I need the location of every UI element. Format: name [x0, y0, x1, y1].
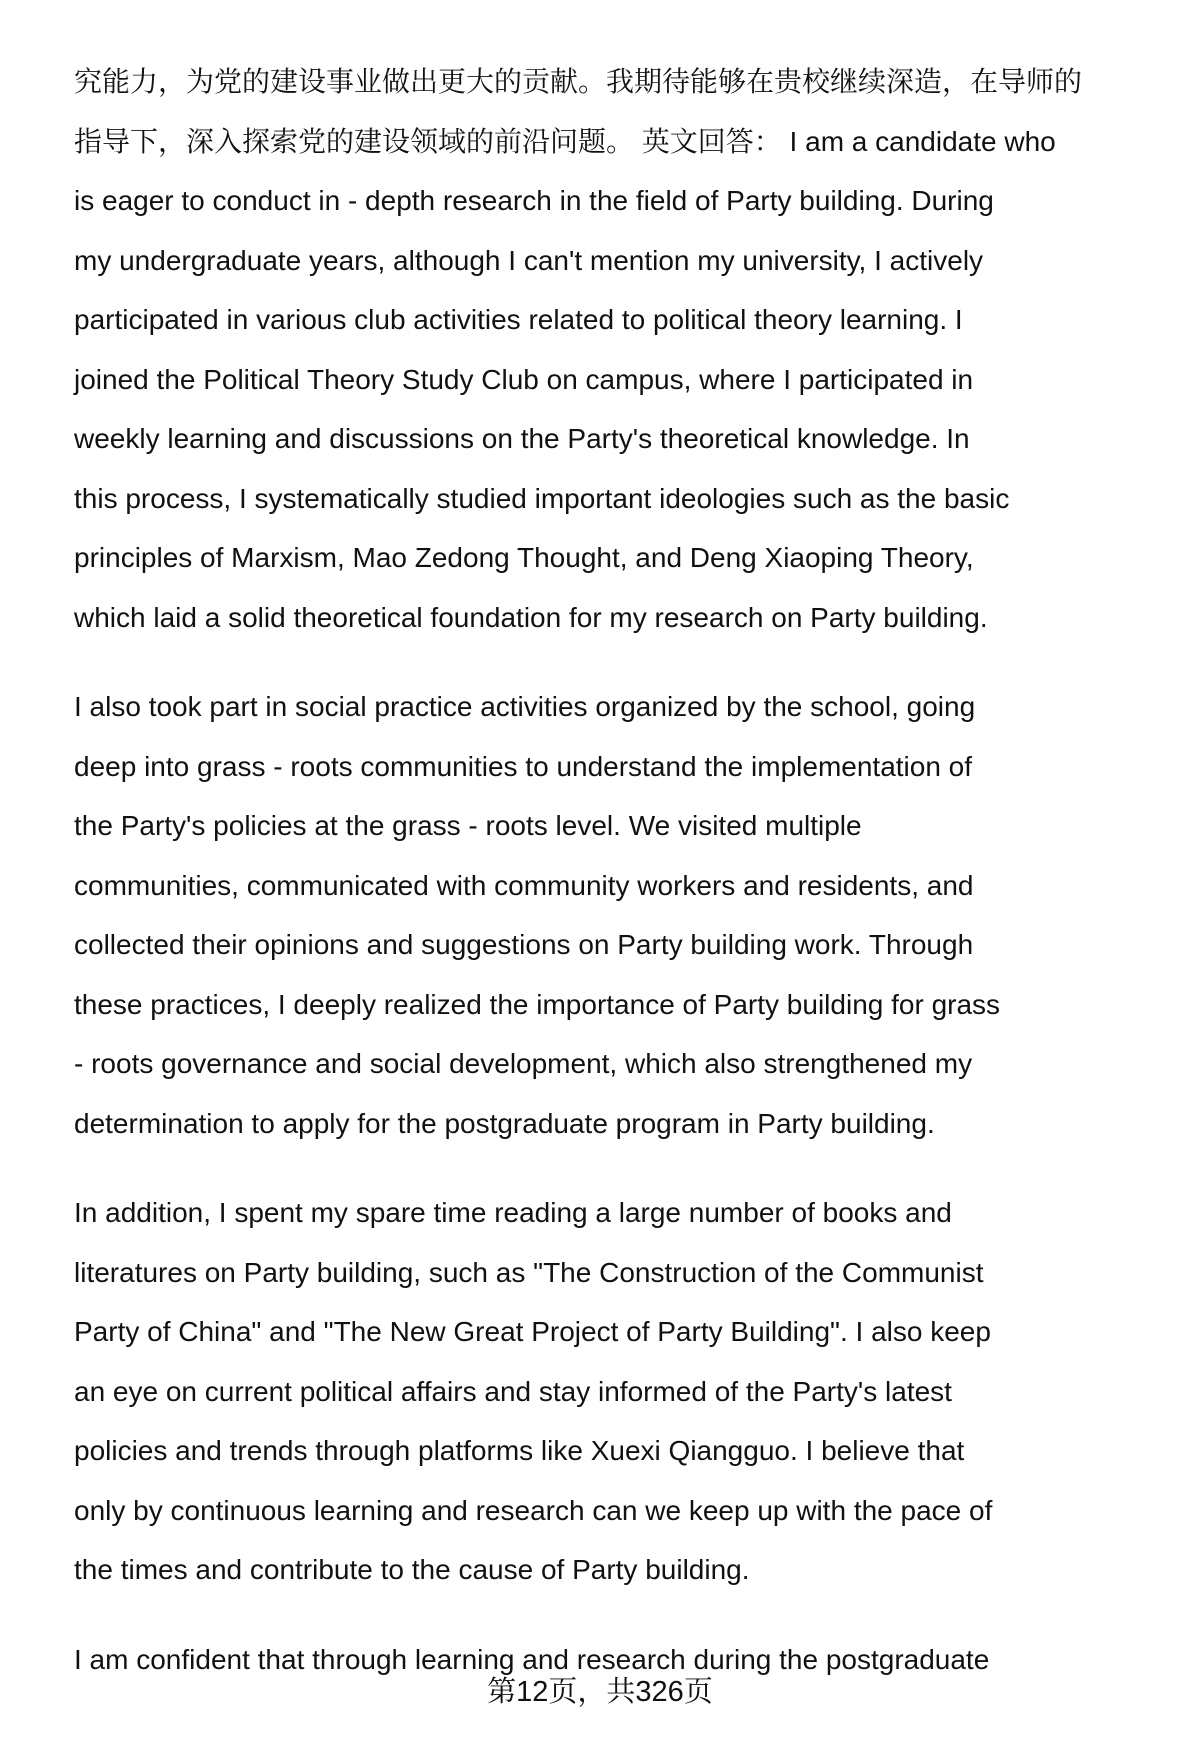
- text-line: Party of China" and "The New Great Project of Party Building". I also keep: [74, 1316, 991, 1347]
- text-line: determination to apply for the postgraduate program in Party building.: [74, 1107, 935, 1139]
- text-line: joined the Political Theory Study Club on campus, where I participated in: [74, 363, 974, 395]
- paragraph: [74, 1183, 1164, 1600]
- text-line: In addition, I spent my spare time reading a large number of books and: [74, 1197, 952, 1228]
- text-line: an eye on current political affairs and stay informed of the Party's latest: [74, 1375, 952, 1407]
- text-line: participated in various club activities related to political theory learning. I: [74, 304, 963, 335]
- document-body: [74, 52, 1164, 1719]
- text-line: I also took part in social practice activities organized by the school, going: [74, 691, 976, 722]
- text-line: the times and contribute to the cause of Party building.: [74, 1554, 750, 1585]
- text-line: which laid a solid theoretical foundation for my research on Party building.: [74, 601, 988, 633]
- text-line: is eager to conduct in - depth research in the field of Party building. During: [74, 185, 994, 216]
- page-number: 第12页，共326页: [487, 1676, 713, 1708]
- text-line: only by continuous learning and research can we keep up with the pace of: [74, 1494, 993, 1526]
- text-line: I am confident that through learning and research during the postgraduate: [74, 1643, 990, 1675]
- text-line: policies and trends through platforms like Xuexi Qiangguo. I believe that: [74, 1435, 965, 1466]
- text-line: these practices, I deeply realized the importance of Party building for grass: [74, 988, 1001, 1020]
- text-line: literatures on Party building, such as "The Construction of the Communist: [74, 1256, 984, 1288]
- paragraph: [74, 677, 1164, 1153]
- paragraph: [74, 52, 1164, 647]
- text-line: the Party's policies at the grass - roots level. We visited multiple: [74, 810, 862, 841]
- text-line: - roots governance and social development, which also strengthened my: [74, 1048, 973, 1079]
- text-line: deep into grass - roots communities to understand the implementation of: [74, 750, 973, 782]
- text-line: communities, communicated with community workers and residents, and: [74, 869, 974, 901]
- text-line: collected their opinions and suggestions on Party building work. Through: [74, 929, 974, 960]
- text-line: my undergraduate years, although I can't mention my university, I actively: [74, 244, 984, 276]
- text-line: 究能力，为党的建设事业做出更大的贡献。我期待能够在贵校继续深造，在导师的: [74, 66, 1083, 97]
- text-line: 指导下，深入探索党的建设领域的前沿问题。 英文回答： I am a candidate who: [74, 125, 1056, 157]
- text-line: weekly learning and discussions on the Party's theoretical knowledge. In: [74, 423, 970, 454]
- text-line: principles of Marxism, Mao Zedong Thought, and Deng Xiaoping Theory,: [74, 542, 974, 573]
- text-line: this process, I systematically studied important ideologies such as the basic: [74, 482, 1010, 514]
